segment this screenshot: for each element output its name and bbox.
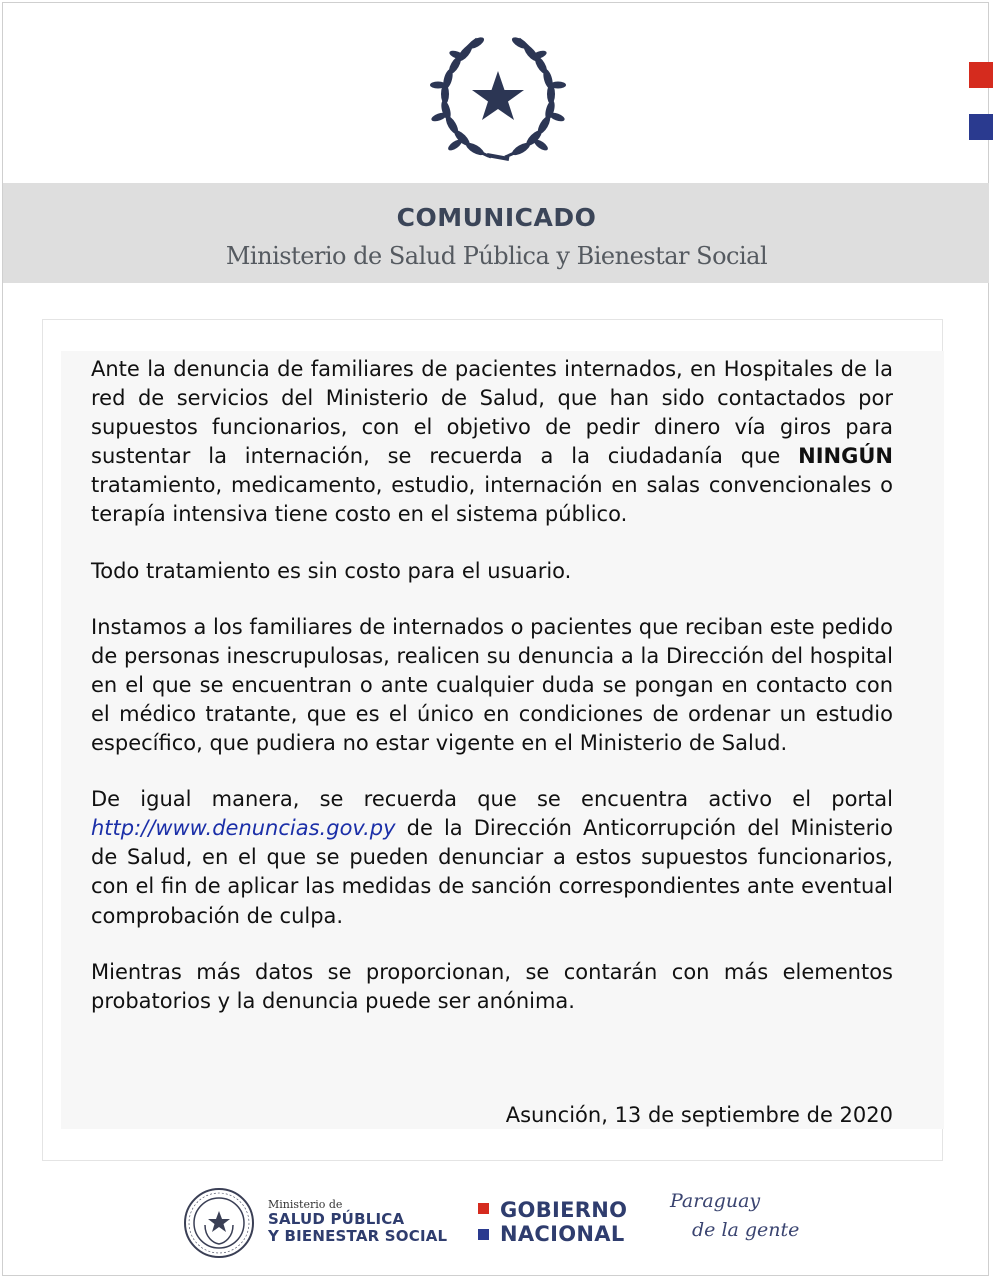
paragraph-5: Mientras más datos se proporcionan, se contarán con más elementos probatorios y la denuncia puede ser anónima.: [91, 959, 893, 1013]
slogan-line-2: de la gente: [692, 1219, 800, 1241]
gobierno-line-2: NACIONAL: [500, 1222, 625, 1246]
paragraph-1-start: Ante la denuncia de familiares de pacientes internados, en Hospitales de la red de servicios del Ministerio de Salud, que han sido contactados por supuestos funcionarios, con el objetivo de pedir dinero vía giros para sustentar la internación, se recuerda a la ciudadanía que: [91, 357, 893, 469]
paragraph-3: Instamos a los familiares de internados o pacientes que reciban este pedido de personas inescrupulosas, realicen su denuncia a la Dirección del hospital en el que se encuentran o ante cualquier duda se pongan en contacto con el médico tratante, que es el único en condiciones de ordenar un estudio específico, que pudiera no estar vigente en el Ministerio de Salud.: [91, 614, 893, 756]
emphasis-ningun: NINGÚN: [798, 444, 893, 469]
star-laurel-emblem-icon: [421, 33, 575, 167]
ministry-line-2: Y BIENESTAR SOCIAL: [268, 1227, 448, 1245]
paragraph-2: Todo tratamiento es sin costo para el usuario.: [91, 558, 572, 583]
denuncias-portal-link[interactable]: http://www.denuncias.gov.py: [91, 816, 396, 841]
flag-red-stripe: [969, 62, 993, 88]
slogan-line-1: Paraguay: [670, 1190, 761, 1212]
page-title: COMUNICADO: [396, 203, 597, 232]
page-subtitle: Ministerio de Salud Pública y Bienestar Social: [225, 242, 768, 270]
paragraph-1: [91, 355, 893, 530]
communique-body: [91, 355, 893, 1043]
gobierno-blue-square: [478, 1229, 489, 1240]
paragraph-1-end: tratamiento, medicamento, estudio, internación en salas convencionales o terapía intensiva tiene costo en el sistema público.: [91, 473, 893, 527]
paragraph-4-end: de la Dirección Anticorrupción del Ministerio de Salud, en el que se pueden denunciar a estos supuestos funcionarios, con el fin de aplicar las medidas de sanción correspondientes ante eventual comprobación de culpa.: [91, 816, 893, 928]
flag-blue-stripe: [969, 114, 993, 140]
national-seal-icon: [183, 1187, 255, 1259]
ministry-prefix: Ministerio de: [268, 1198, 343, 1211]
date-line: Asunción, 13 de septiembre de 2020: [505, 1103, 893, 1127]
gobierno-line-1: GOBIERNO: [500, 1198, 628, 1222]
ministry-line-1: SALUD PÚBLICA: [268, 1210, 405, 1228]
paragraph-4-start: De igual manera, se recuerda que se encuentra activo el portal: [91, 787, 893, 812]
gobierno-red-square: [478, 1203, 489, 1214]
paragraph-4: [91, 785, 893, 930]
